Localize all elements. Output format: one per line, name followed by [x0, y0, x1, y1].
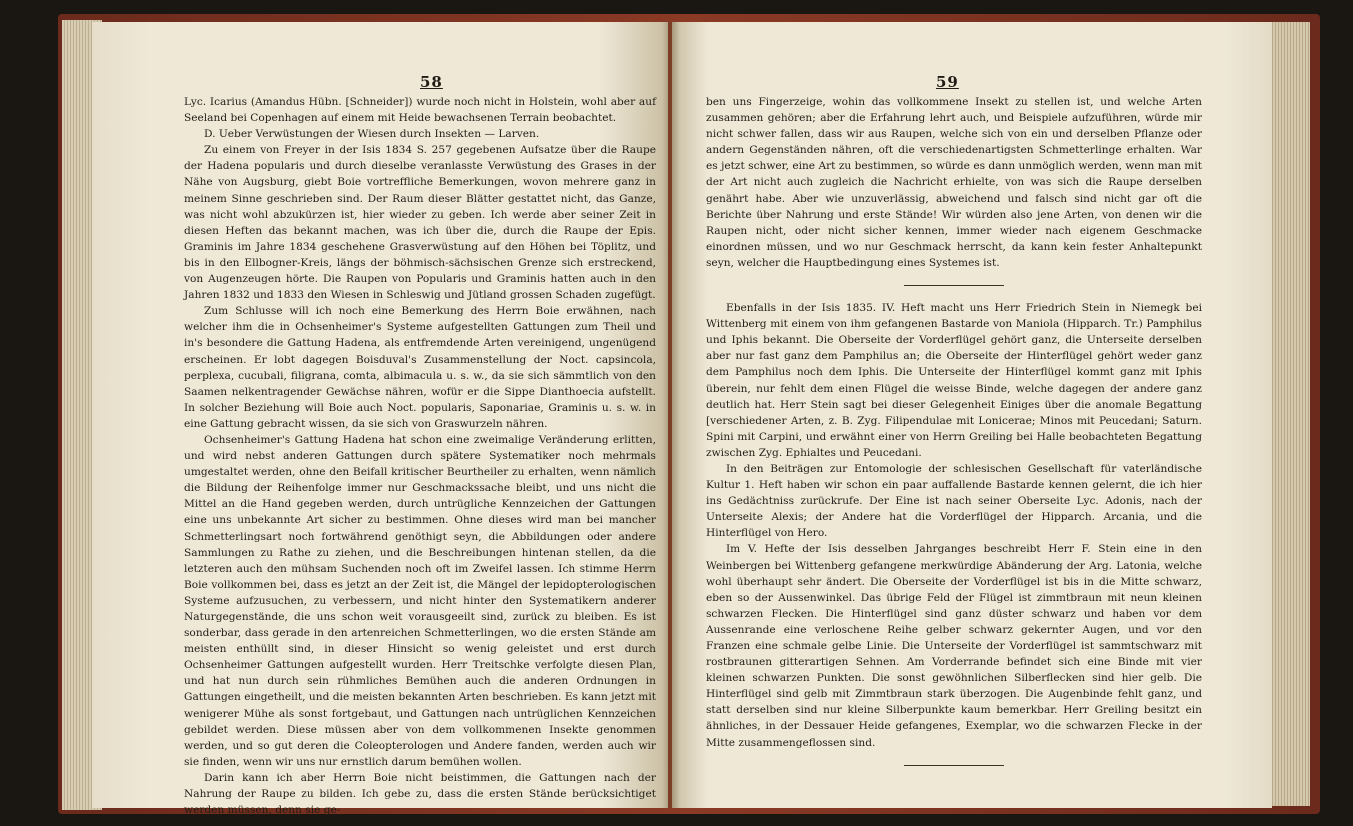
paragraph: Lyc. Icarius (Amandus Hübn. [Schneider]) wurde noch nicht in Holstein, wohl aber auf Seeland bei Copenhagen auf einem mit Heide bewachsenen Terrain beobachtet. — [184, 96, 656, 125]
paragraph: Zum Schlusse will ich noch eine Bemerkung des Herrn Boie erwähnen, nach welcher ihm die in Ochsenheimer's Systeme aufgestellten Gattungen zum Theil und in's besondere die Gattung Hadena, als entfremdende Arten vereinigend, ungenügend erscheinen. Er lobt dagegen Boisduval's Zusammenstellung der Noct. capsincola, perplexa, cucubali, filigrana, comta, albimacula u. s. w., da sie sich sämmtlich von den Saamen nelkentragender Gewächse nähren, wofür er die Sippe Dianthoecia aufstellt. In solcher Beziehung will Boie auch Noct. popularis, Saponariae, Graminis u. s. w. in eine Gattung gebracht wissen, da sie sich von Graswurzeln nähren. — [184, 305, 656, 430]
section-divider — [904, 285, 1004, 286]
paragraph: Darin kann ich aber Herrn Boie nicht beistimmen, die Gattungen nach der Nahrung der Raupe zu bilden. Ich gebe zu, dass die ersten Stände berücksichtiget werden müssen, denn sie ge- — [184, 771, 656, 817]
book-gutter — [662, 22, 680, 808]
paragraph: Ochsenheimer's Gattung Hadena hat schon eine zweimalige Veränderung erlitten, und wird nebst anderen Gattungen durch spätere Systematiker noch mehrmals umgestaltet werden, ohne den Beifall kritischer Beurtheiler zu erhalten, wenn nämlich die Bildung der Reihenfolge immer nur Geschmackssache bleibt, und uns nicht die Mittel an die Hand gegeben werden, durch untrügliche Kennzeichen der Gattungen eine uns unbekannte Art sicher zu bestimmen. Ohne dieses wird man bei mancher Schmetterlingsart noch fortwährend genöthigt seyn, die Abbildungen oder andere Sammlungen zu Rathe zu ziehen, und die Beschreibungen hintenan stellen, da die letzteren auch den mühsam Suchenden noch oft im Zweifel lassen. Ich stimme Herrn Boie vollkommen bei, dass es jetzt an der Zeit ist, die Mängel der lepidopterologischen Systeme aufzusuchen, zu verbessern, und nicht hinter den Systematikern anderer Naturgegenstände, die uns schon weit vorausgeeilt sind, zurück zu bleiben. Es ist sonderbar, dass gerade in den artenreichen Schmetterlingen, wo die ersten Stände am meisten enthüllt sind, in dieser Hinsicht so wenig geleistet und erst durch Ochsenheimer Gattungen aufgestellt wurden. Herr Treitschke verfolgte diesen Plan, und hat nun durch sein rühmliches Bemühen auch die anderen Ordnungen in Gattungen eingetheilt, und die meisten bekannten Arten beschrieben. Es kann jetzt mit wenigerer Mühe als sonst fortgebaut, und Gattungen nach untrüglichen Kennzeichen gebildet werden. Diese müssen aber von dem vollkommenen Insekte genommen werden, und so gut deren die Coleopterologen und Andere fanden, werden auch wir sie finden, wenn wir uns nur ernstlich darum bemühen wollen. — [184, 433, 656, 768]
section-divider — [904, 765, 1004, 766]
paragraph: In den Beiträgen zur Entomologie der schlesischen Gesellschaft für vaterländische Kultur 1. Heft haben wir schon ein paar auffallende Bastarde kennen gelernt, die ich hier ins Gedächtniss zurückrufe. Der Eine ist nach seiner Oberseite Lyc. Adonis, nach der Unterseite Alexis; der Andere hat die Vorderflügel der Hipparch. Arcania, und die Hinterflügel von Hero. — [706, 462, 1202, 540]
paragraph: ben uns Fingerzeige, wohin das vollkommene Insekt zu stellen ist, und welche Arten zusammen gehören; aber die Erfahrung lehrt auch, und Beispiele aufzuführen, würde mir nicht schwer fallen, dass wir aus Raupen, welche sich von ein und derselben Pflanze oder andern Gegenständen nähren, oft die verschiedenartigsten Schmetterlinge erhalten. War es jetzt schwer, eine Art zu bestimmen, so würde es dann unmöglich werden, wenn man mit der Art nicht auch zugleich die Nachricht erhielte, von was sich die Raupe derselben genährt habe. Aber wie unzuverlässig, abweichend und falsch sind nicht gar oft die Berichte über Nahrung und erste Stände! Wir würden also jene Arten, von denen wir die Raupen nicht, oder nicht sicher kennen, immer wieder nach eigenem Geschmacke einordnen müssen, und wo nur Geschmack herrscht, da kann kein fester Anhaltepunkt seyn, welcher die Hauptbedingung eines Systemes ist. — [706, 96, 1202, 269]
right-page — [672, 22, 1272, 808]
left-page-text — [184, 94, 656, 818]
page-number: 58 — [420, 73, 443, 91]
paragraph: Ebenfalls in der Isis 1835. IV. Heft macht uns Herr Friedrich Stein in Niemegk bei Wittenberg mit einem von ihm gefangenen Bastarde von Maniola (Hipparch. Tr.) Pamphilus und Iphis bekannt. Die Oberseite der Vorderflügel gehört ganz, die Unterseite derselben aber nur fast ganz dem Pamphilus an; die Oberseite der Hinterflügel gehört weder ganz dem Pamphilus noch dem Iphis. Die Unterseite der Hinterflügel kommt ganz mit Iphis überein, nur fehlt dem einen Flügel die weisse Binde, welche dagegen der andere ganz deutlich hat. Herr Stein sagt bei dieser Gelegenheit Einiges über die anomale Begattung [verschiedener Arten, z. B. Zyg. Filipendulae mit Lonicerae; Minos mit Peucedani; Saturn. Spini mit Carpini, und erwähnt einer von Herrn Greiling bei Halle beobachteten Begattung zwischen Zyg. Ephialtes und Peucedani. — [706, 302, 1202, 459]
page-number: 59 — [936, 73, 959, 91]
left-page — [92, 22, 668, 817]
right-page-text — [706, 94, 1202, 780]
paragraph: Zu einem von Freyer in der Isis 1834 S. 257 gegebenen Aufsatze über die Raupe der Hadena popularis und durch dieselbe veranlasste Verwüstung des Grases in der Nähe von Augsburg, giebt Boie vortreffliche Bemerkungen, wovon mehrere ganz in meinem Sinne geschrieben sind. Der Raum dieser Blätter gestattet nicht, das Ganze, was nicht wohl abzukürzen ist, hier wieder zu geben. Ich werde aber seiner Zeit in diesen Heften das bekannt machen, was ich über die, durch die Raupe der Epis. Graminis im Jahre 1834 geschehene Grasverwüstung auf den Höhen bei Töplitz, und bis in den Ellbogner-Kreis, längs der böhmisch-sächsischen Grenze sich erstreckend, von Augenzeugen hörte. Die Raupen von Popularis und Graminis hatten auch in den Jahren 1832 und 1833 den Wiesen in Schleswig und Jütland grossen Schaden zugefügt. — [184, 144, 656, 302]
section-heading: D. Ueber Verwüstungen der Wiesen durch Insekten — Larven. — [204, 128, 540, 141]
paragraph: Im V. Hefte der Isis desselben Jahrganges beschreibt Herr F. Stein eine in den Weinbergen bei Wittenberg gefangene merkwürdige Abänderung der Arg. Latonia, welche wohl überhaupt sehr ändert. Die Oberseite der Vorderflügel ist bis in die Mitte schwarz, eben so der Aussenwinkel. Das übrige Feld der Flügel ist zimmtbraun mit neun kleinen schwarzen Flecken. Die Hinterflügel sind ganz düster schwarz und haben vor dem Aussenrande eine verloschene Reihe gelber schwarz gekernter Augen, und vor den Franzen eine schmale gelbe Linie. Die Unterseite der Vorderflügel ist sammtschwarz mit rostbraunen gitterartigen Sehnen. Am Vorderrande befindet sich eine Binde mit vier kleinen schwarzen Punkten. Die sonst gewöhnlichen Silberflecken sind hier gelb. Die Hinterflügel sind gelb mit Zimmtbraun stark überzogen. Die Augenbinde fehlt ganz, und statt derselben sind nur kleine Silberpunkte kaum bemerkbar. Herr Greiling besitzt ein ähnliches, in der Dessauer Heide gefangenes, Exemplar, wo die schwarzen Flecke in der Mitte zusammengeflossen sind. — [706, 543, 1202, 749]
